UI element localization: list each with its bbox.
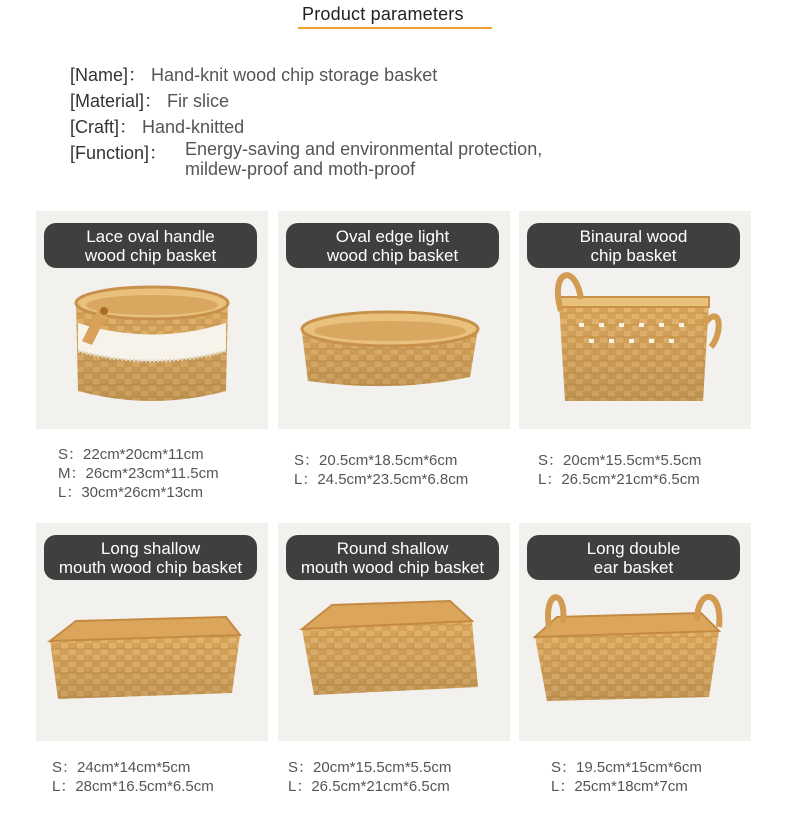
param-craft-value: Hand-knitted bbox=[142, 117, 245, 137]
size-l: L：25cm*18cm*7cm bbox=[551, 778, 688, 795]
product-name-line2: mouth wood chip basket bbox=[300, 557, 485, 577]
size-m: M：26cm*23cm*11.5cm bbox=[58, 465, 219, 482]
size-s: S：24cm*14cm*5cm bbox=[52, 759, 191, 776]
param-material-key: [Material]： bbox=[70, 91, 163, 111]
product-name-line2: wood chip basket bbox=[84, 245, 217, 265]
product-card-oval-edge[interactable] bbox=[278, 211, 510, 429]
param-function-line1: Energy-saving and environmental protection, bbox=[185, 139, 543, 159]
product-card-long-shallow[interactable] bbox=[36, 523, 268, 741]
product-name-line1: Oval edge light bbox=[335, 226, 450, 246]
sizes-list bbox=[52, 758, 214, 796]
param-craft bbox=[70, 113, 244, 139]
title-underline bbox=[298, 27, 492, 29]
sizes-list bbox=[294, 451, 468, 489]
sizes-list bbox=[551, 758, 702, 796]
param-name-key: [Name]： bbox=[70, 65, 147, 85]
size-l: L：26.5cm*21cm*6.5cm bbox=[538, 471, 700, 488]
product-card-long-double-ear[interactable] bbox=[519, 523, 751, 741]
param-function bbox=[70, 139, 167, 165]
product-card-lace-oval[interactable] bbox=[36, 211, 268, 429]
product-name-line1: Long double bbox=[586, 538, 681, 558]
product-name-label bbox=[44, 223, 257, 268]
page-title: Product parameters bbox=[302, 4, 464, 24]
param-function-key: [Function]： bbox=[70, 143, 168, 163]
sizes-list bbox=[58, 445, 219, 502]
product-name-line2: ear basket bbox=[593, 557, 674, 577]
size-s: S：20cm*15.5cm*5.5cm bbox=[288, 759, 452, 776]
param-material bbox=[70, 87, 229, 113]
param-function-value bbox=[185, 139, 542, 179]
product-name-line1: Binaural wood bbox=[579, 226, 688, 246]
product-name-line1: Long shallow bbox=[100, 538, 201, 558]
product-card-round-shallow[interactable] bbox=[278, 523, 510, 741]
size-l: L：30cm*26cm*13cm bbox=[58, 484, 204, 501]
size-l: L：26.5cm*21cm*6.5cm bbox=[288, 778, 450, 795]
product-name-label bbox=[44, 535, 257, 580]
size-s: S：22cm*20cm*11cm bbox=[58, 446, 204, 463]
product-card-binaural[interactable] bbox=[519, 211, 751, 429]
product-name-label bbox=[527, 223, 740, 268]
size-s: S：20cm*15.5cm*5.5cm bbox=[538, 452, 702, 469]
size-l: L：28cm*16.5cm*6.5cm bbox=[52, 778, 214, 795]
size-s: S：19.5cm*15cm*6cm bbox=[551, 759, 702, 776]
param-material-value: Fir slice bbox=[167, 91, 230, 111]
product-name-label bbox=[527, 535, 740, 580]
sizes-list bbox=[538, 451, 701, 489]
product-name-line2: wood chip basket bbox=[326, 245, 459, 265]
sizes-list bbox=[288, 758, 451, 796]
product-name-line1: Round shallow bbox=[336, 538, 449, 558]
product-name-label bbox=[286, 223, 499, 268]
param-function-line2: mildew-proof and moth-proof bbox=[185, 159, 416, 179]
param-name-value: Hand-knit wood chip storage basket bbox=[151, 65, 438, 85]
size-s: S：20.5cm*18.5cm*6cm bbox=[294, 452, 458, 469]
param-craft-key: [Craft]： bbox=[70, 117, 138, 137]
param-name bbox=[70, 61, 437, 87]
product-name-label bbox=[286, 535, 499, 580]
product-name-line2: mouth wood chip basket bbox=[58, 557, 243, 577]
size-l: L：24.5cm*23.5cm*6.8cm bbox=[294, 471, 469, 488]
product-name-line2: chip basket bbox=[590, 245, 677, 265]
product-name-line1: Lace oval handle bbox=[86, 226, 215, 246]
